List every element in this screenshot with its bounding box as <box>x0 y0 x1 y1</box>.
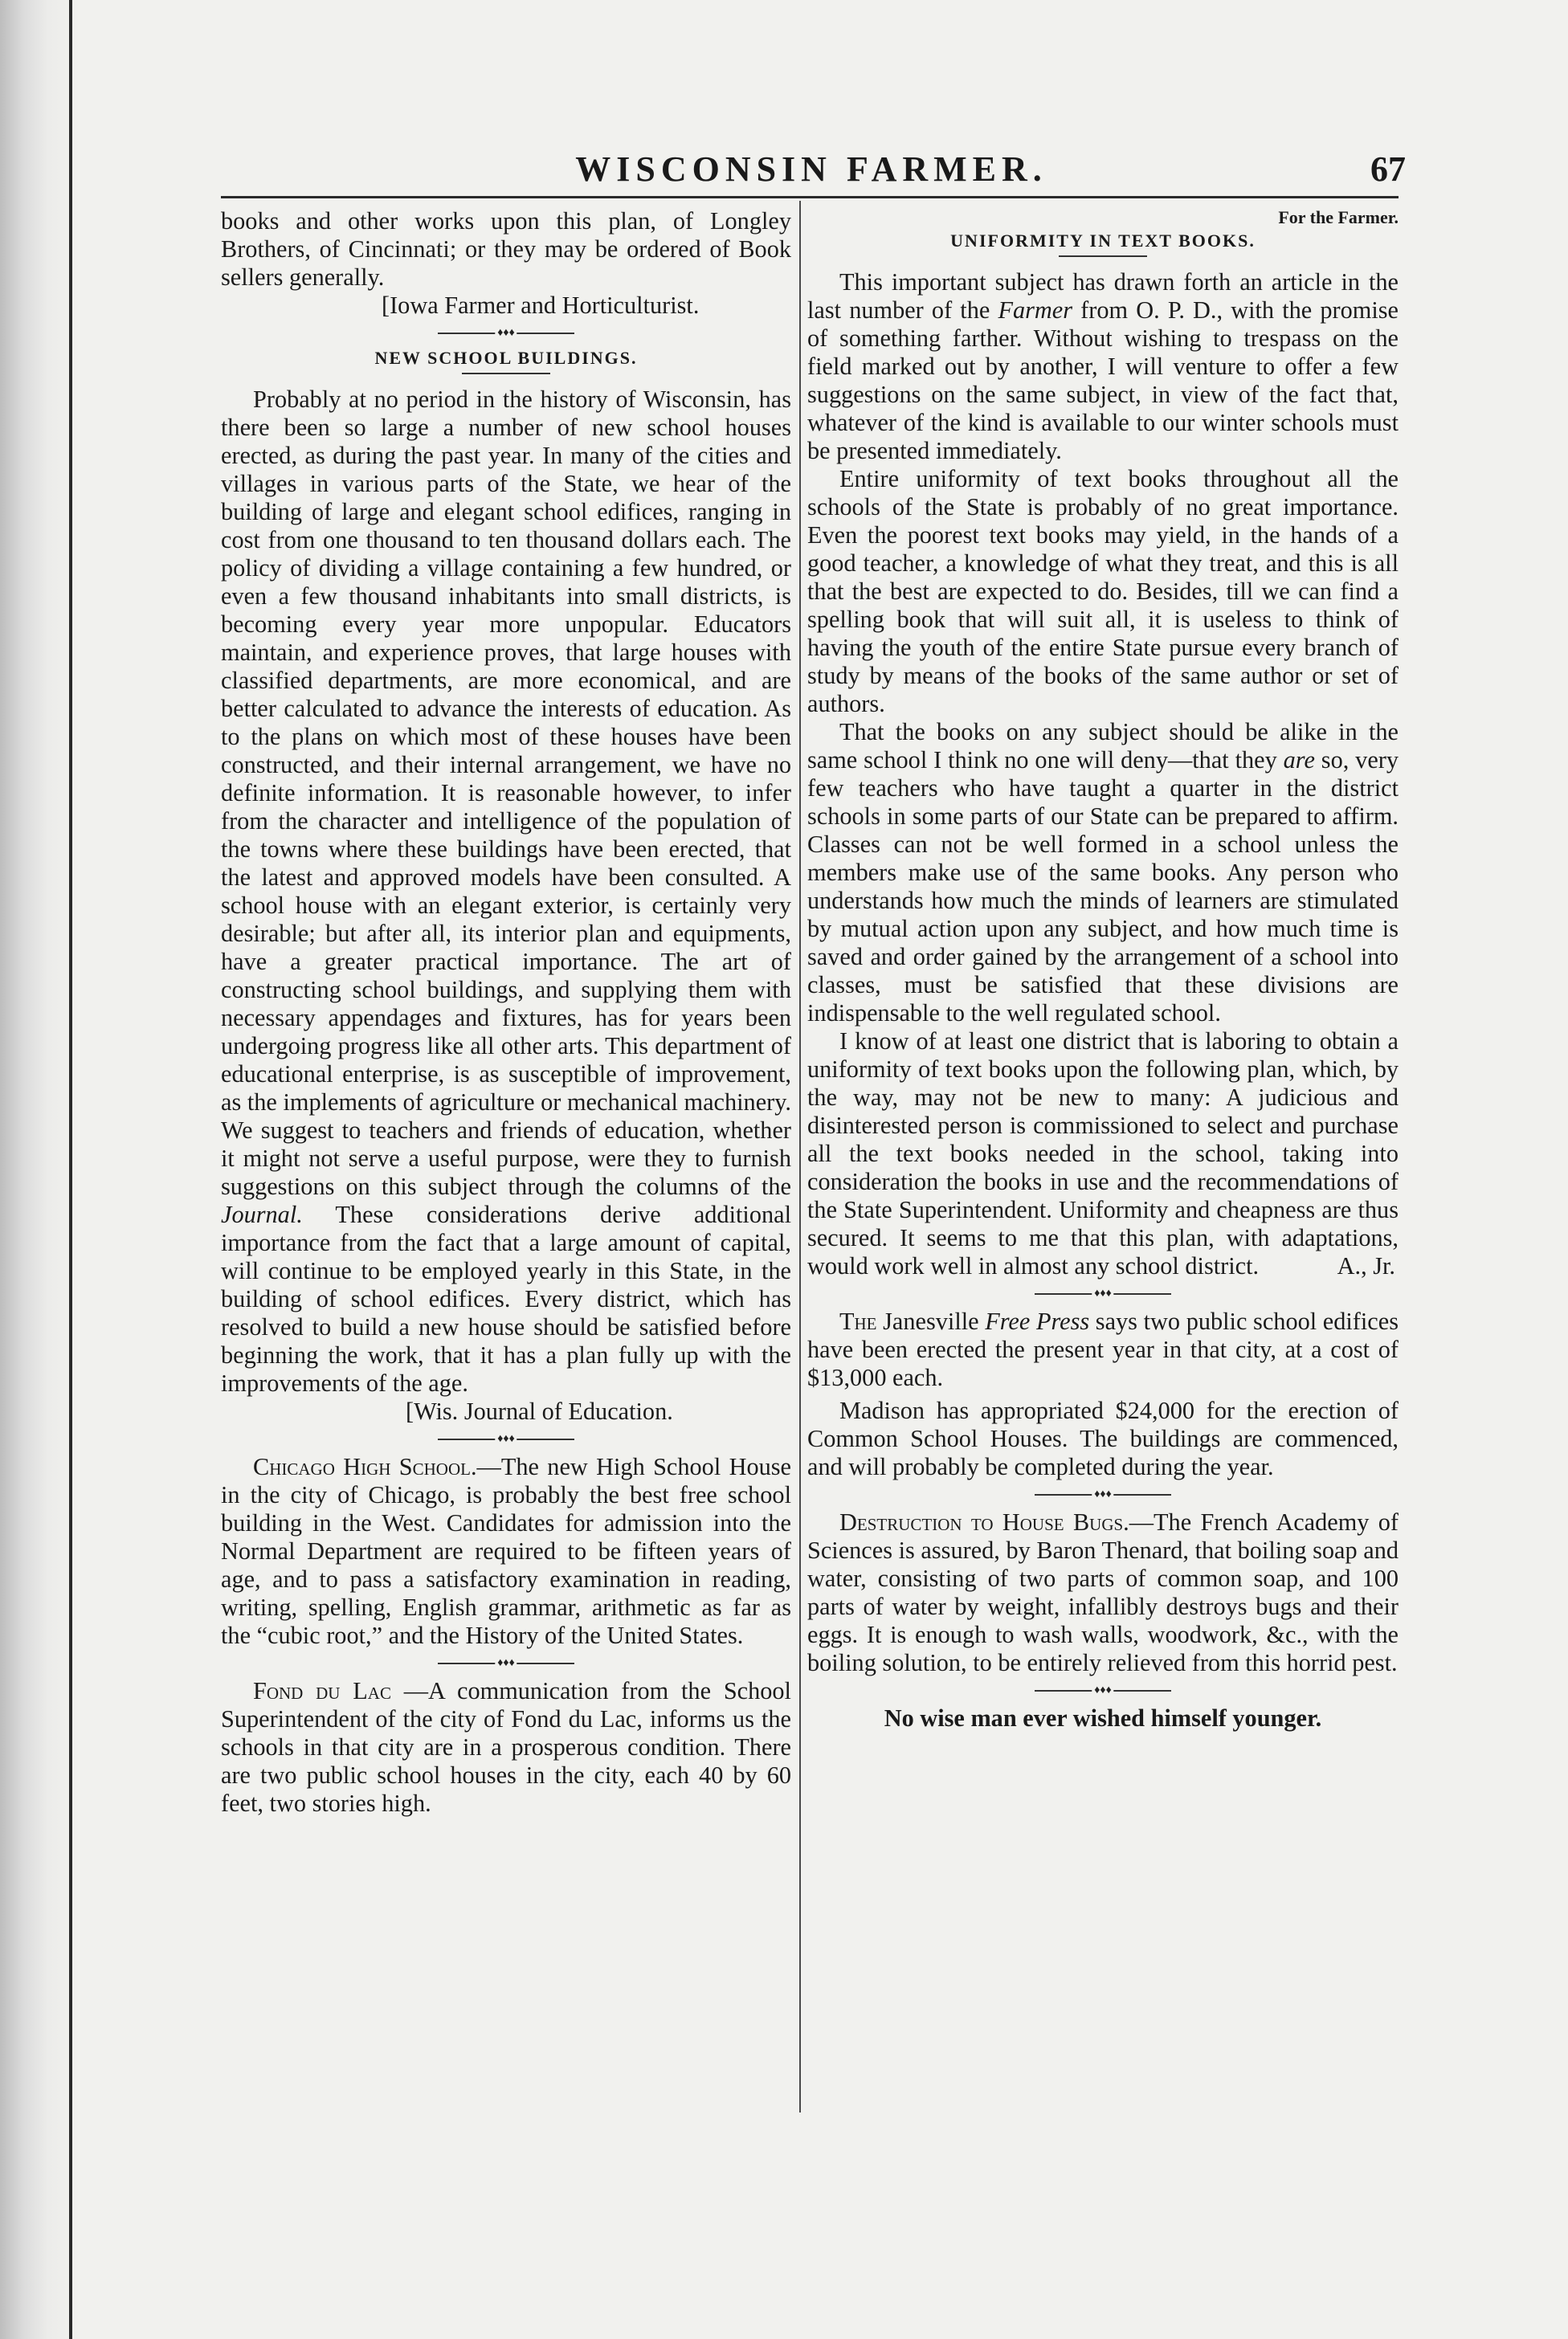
section-divider <box>438 1433 574 1445</box>
article-text: That the books on any subject should be alike in the same school I think no one will deny—that they <box>807 718 1399 774</box>
free-press-italic: Free Press <box>985 1308 1090 1335</box>
house-bugs-paragraph <box>807 1508 1399 1677</box>
fond-du-lac-text: —A communication from the School Superintendent of the city of Fond du Lac, informs us the schools in that city are in a prosperous condition. There are two public school houses in the city, each 40 by 60 feet, two stories high. <box>221 1677 791 1817</box>
chicago-text: —The new High School House in the city of Chicago, is probably the best free school building in the West. Candidates for admission into the Normal Department are required to be fifteen years of age, and to pass a satisfactory examination in reading, writing, spelling, English grammar, arithmetic as far as the “cubic root,” and the History of the United States. <box>221 1453 791 1649</box>
section-divider <box>1035 1288 1171 1300</box>
page-header <box>217 149 1406 189</box>
house-bugs-text: —The French Academy of Sciences is assured, by Baron Thenard, that boiling soap and water, consisting of two parts of common soap, and 100 parts of water by weight, infallibly destroys bugs and their eggs. It is enough to wash walls, woodwork, &c., with the boiling solution, to be entirely relieved from this horrid pest. <box>807 1508 1399 1676</box>
article-heading-new-school-buildings: NEW SCHOOL BUILDINGS. <box>374 348 638 368</box>
article-heading-uniformity: UNIFORMITY IN TEXT BOOKS. <box>950 231 1256 251</box>
janesville-paragraph <box>807 1308 1399 1392</box>
header-rule <box>221 196 1399 198</box>
article-text: Probably at no period in the history of Wisconsin, has there been so large a number of new school houses erected, as during the past year. In many of the cities and villages in various parts of the State, we hear of the building of large and elegant school edifices, ranging in cost from one thousand to ten thousand dollars each. The policy of dividing a village containing a few hundred, or even a few thousand inhabitants into small districts, is becoming every year more unpopular. Educators maintain, and experience proves, that large houses with classified departments, are more economical, and are better calculated to advance the interests of education. As to the plans on which most of these houses have been constructed, and their internal arrangement, we have no definite information. It is reasonable however, to infer from the character and intelligence of the population of the towns where these buildings have been erected, that the latest and approved models have been consulted. A school house with an elegant exterior, is certainly very desirable; but after all, its interior plan and equipments, have a greater practical importance. The art of constructing school buildings, and supplying them with necessary appendages and fixtures, has for years been undergoing progress like all other arts. This department of educational enterprise, is as susceptible of improvement, as the implements of agriculture or mechanical machinery. We suggest to teachers and friends of education, whether it might not serve a useful purpose, were they to furnish suggestions on this subject through the columns of the <box>221 386 791 1200</box>
ornament-diamonds: ♦♦♦ <box>1092 1489 1113 1500</box>
for-the-farmer-caption: For the Farmer. <box>1278 207 1399 227</box>
intro-byline: [Iowa Farmer and Horticulturist. <box>382 292 700 319</box>
article-byline: [Wis. Journal of Education. <box>406 1398 673 1425</box>
journal-italic: Journal. <box>221 1201 303 1228</box>
heading-rule <box>1059 255 1147 257</box>
section-divider <box>1035 1684 1171 1696</box>
fond-du-lac-lead: Fond du Lac <box>253 1677 391 1704</box>
are-italic: are <box>1283 746 1315 774</box>
janesville-lead: The <box>839 1308 877 1335</box>
uniformity-paragraph-2: Entire uniformity of text books throughout all the schools of the State is probably of no great importance. Even the poorest text books may yield, in the hands of a good teacher, a knowledge of what they treat, and this is all that the best are expected to do. Besides, till we can find a spelling book that will suit all, it is useless to think of having the youth of the entire State pursue every branch of study by means of the books of the same author or set of authors. <box>807 465 1399 717</box>
closing-maxim: No wise man ever wished himself younger. <box>884 1704 1322 1732</box>
intro-paragraph: books and other works upon this plan, of Longley Brothers, of Cincinnati; or they may be ordered of Book sellers generally. <box>221 207 791 291</box>
uniformity-paragraph-3 <box>807 718 1399 1027</box>
section-divider <box>438 327 574 339</box>
page-gutter-shadow <box>0 0 80 2339</box>
right-column <box>807 207 1399 1733</box>
uniformity-paragraph-4: I know of at least one district that is laboring to obtain a uniformity of text books upon the following plan, which, by the way, may not be new to many: A judicious and disinterested person is commissioned to select and purchase all the text books needed in the school, taking into consideration the books in use and the recommendations of the State Superintendent. Uniformity and cheapness are thus secured. It seems to me that this plan, with adaptations, would work well in almost any school district. <box>807 1027 1399 1280</box>
ornament-diamonds: ♦♦♦ <box>495 328 517 339</box>
house-bugs-lead: Destruction to House Bugs. <box>839 1508 1129 1536</box>
chicago-paragraph <box>221 1453 791 1650</box>
section-divider <box>1035 1488 1171 1500</box>
article-text: These considerations derive additional importance from the fact that a large amount of capital, will continue to be employed yearly in this State, in the building of school edifices. Every district, which has resolved to build a new house should be satisfied before beginning the work, that it has a plan fully up with the improvements of the age. <box>221 1201 791 1397</box>
article-paragraph <box>221 386 791 1398</box>
section-divider <box>438 1657 574 1669</box>
ornament-diamonds: ♦♦♦ <box>1092 1288 1113 1300</box>
chicago-lead: Chicago High School. <box>253 1453 477 1480</box>
article-text: from O. P. D., with the promise of something farther. Without wishing to trespass on the field marked out by another, I will venture to offer a few suggestions on the same subject, in view of the fact that, whatever of the kind is available to our winter schools must be presented immediately. <box>807 296 1399 464</box>
column-divider <box>799 201 801 2112</box>
left-column <box>221 207 791 1818</box>
binding-edge-line <box>69 0 72 2339</box>
heading-rule <box>462 373 550 374</box>
farmer-italic: Farmer <box>998 296 1073 324</box>
madison-paragraph: Madison has appropriated $24,000 for the erection of Common School Houses. The buildings are commenced, and will probably be completed during the year. <box>807 1397 1399 1480</box>
article-text: so, very few teachers who have taught a quarter in the district schools in some parts of our State can be prepared to affirm. Classes can not be well formed in a school unless the members make use of the same books. Any person who understands how much the minds of learners are stimulated by mutual action upon any subject, and how much time is saved and order gained by the arrangement of a school into classes, must be satisfied that these divisions are indispensable to the well regulated school. <box>807 746 1399 1027</box>
ornament-diamonds: ♦♦♦ <box>495 1434 517 1445</box>
ornament-diamonds: ♦♦♦ <box>495 1658 517 1669</box>
uniformity-paragraph-1 <box>807 268 1399 465</box>
article-text: Janesville <box>876 1308 986 1335</box>
ornament-diamonds: ♦♦♦ <box>1092 1685 1113 1696</box>
page-number: 67 <box>1370 149 1406 189</box>
masthead-title: WISCONSIN FARMER. <box>575 149 1047 189</box>
article-text: says two public school edifices have been erected the present year in that city, at a cost of $13,000 each. <box>807 1308 1399 1391</box>
article-text: This important subject has drawn forth an article in the last number of the <box>807 268 1399 324</box>
signature: A., Jr. <box>1337 1252 1395 1280</box>
fond-du-lac-paragraph <box>221 1677 791 1818</box>
